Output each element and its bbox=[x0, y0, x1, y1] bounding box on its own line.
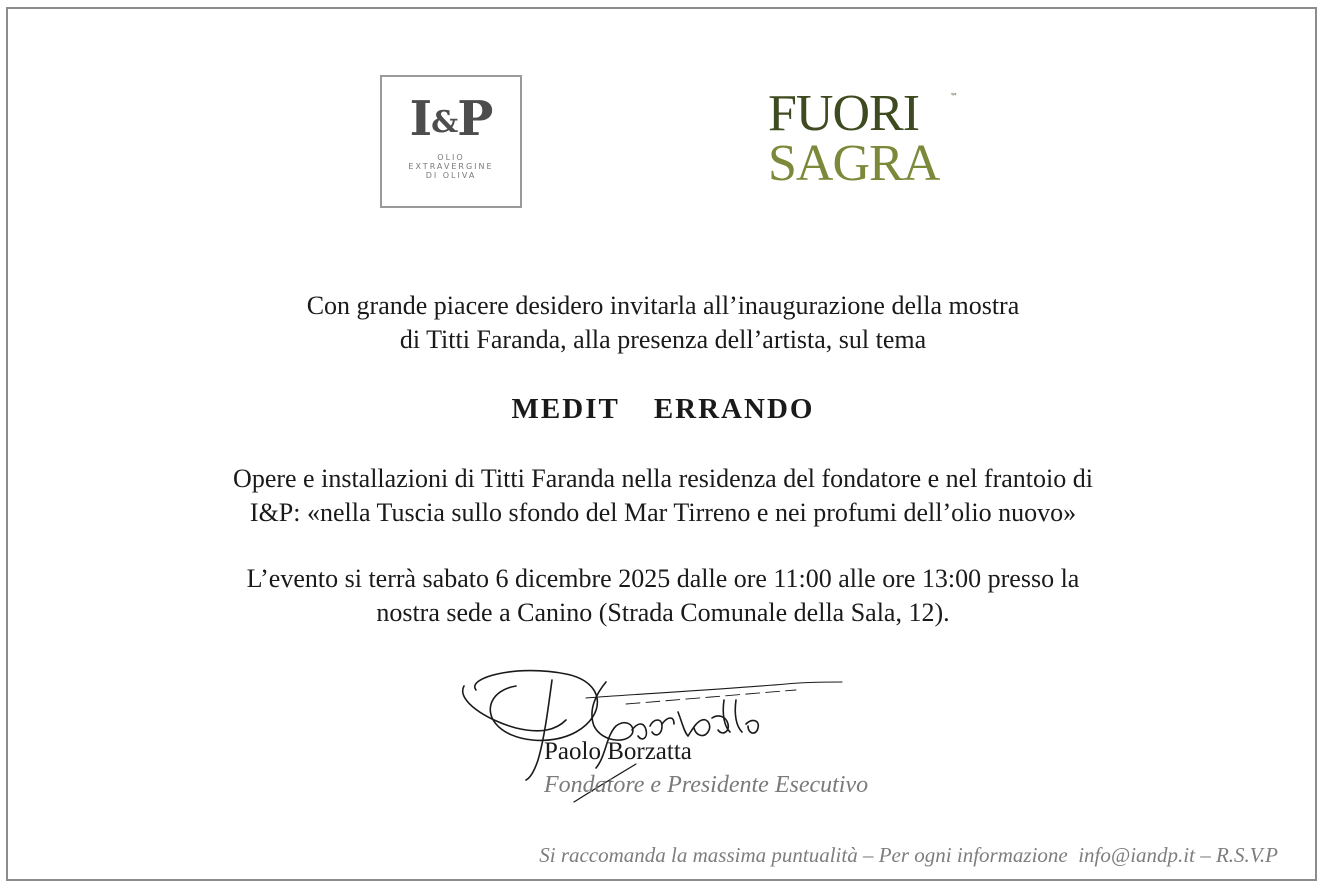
exhibition-title-part1: MEDIT bbox=[511, 393, 620, 425]
ip-logo-sub-line1: OLIO bbox=[437, 153, 465, 162]
fuori-sagra-logo bbox=[768, 85, 978, 198]
ip-logo bbox=[380, 75, 522, 208]
ip-logo-sub-line2: EXTRAVERGINE bbox=[408, 162, 494, 171]
fuori-sagra-trademark: ™ bbox=[950, 92, 958, 101]
exhibition-title bbox=[0, 392, 1326, 426]
intro-line-2: di Titti Faranda, alla presenza dell’artista, sul tema bbox=[399, 325, 927, 354]
exhibition-title-part2: ERRANDO bbox=[653, 393, 815, 425]
ip-logo-sub-line3: DI OLIVA bbox=[425, 171, 477, 180]
intro-line-1: Con grande piacere desidero invitarla all’inaugurazione della mostra bbox=[306, 291, 1020, 320]
ip-logo-ampersand: & bbox=[431, 105, 458, 140]
ip-logo-letter-i: I bbox=[409, 91, 432, 147]
description-line-2: I&P: «nella Tuscia sullo sfondo del Mar Tirreno e nei profumi dell’olio nuovo» bbox=[249, 498, 1077, 527]
footer-note: Si raccomanda la massima puntualità – Per ogni informazione info@iandp.it – R.S.V.P bbox=[539, 843, 1278, 867]
signatory-name: Paolo Borzatta bbox=[544, 738, 692, 765]
event-line-1: L’evento si terrà sabato 6 dicembre 2025 dalle ore 11:00 alle ore 13:00 presso la bbox=[246, 564, 1080, 593]
ip-logo-subtitle bbox=[382, 153, 520, 180]
description-line-1: Opere e installazioni di Titti Faranda nella residenza del fondatore e nel frantoio di bbox=[233, 464, 1093, 493]
ip-logo-mark bbox=[382, 91, 520, 147]
ip-logo-letter-p: P bbox=[457, 91, 493, 147]
fuori-sagra-logo-line2: SAGRA bbox=[768, 135, 940, 192]
event-line-2: nostra sede a Canino (Strada Comunale della Sala, 12). bbox=[376, 598, 950, 627]
fuori-sagra-logo-line1: FUORI bbox=[768, 85, 920, 142]
signatory-role: Fondatore e Presidente Esecutivo bbox=[544, 772, 869, 798]
